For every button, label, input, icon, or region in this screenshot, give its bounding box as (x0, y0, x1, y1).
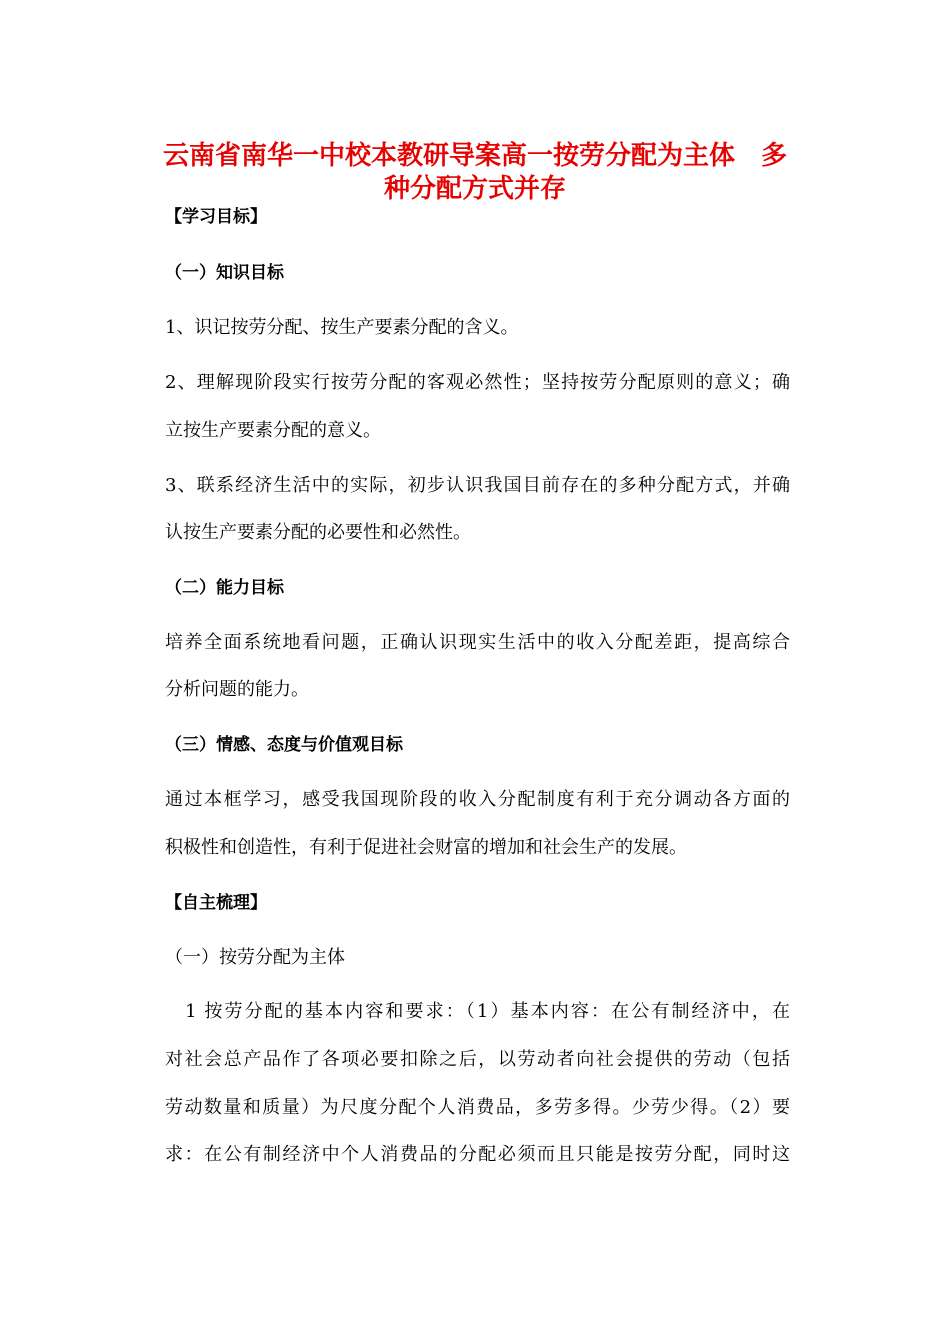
ability-goals-heading: （二）能力目标 (165, 578, 284, 598)
knowledge-item-2-line-2: 立按生产要素分配的意义。 (165, 420, 381, 441)
knowledge-item-2-line-1: 2、理解现阶段实行按劳分配的客观必然性；坚持按劳分配原则的意义；确 (165, 372, 790, 393)
emotion-text-line-1: 通过本框学习，感受我国现阶段的收入分配制度有利于充分调动各方面的 (165, 789, 790, 810)
title-line-1: 云南省南华一中校本教研导案高一按劳分配为主体 多 (162, 141, 787, 171)
document-title (150, 140, 800, 206)
knowledge-goals-heading: （一）知识目标 (165, 263, 284, 283)
title-line-2: 种分配方式并存 (383, 174, 566, 204)
ability-text-line-1: 培养全面系统地看问题，正确认识现实生活中的收入分配差距，提高综合 (165, 632, 790, 653)
knowledge-item-3-line-2: 认按生产要素分配的必要性和必然性。 (165, 522, 471, 543)
part-1-heading: （一）按劳分配为主体 (165, 947, 345, 968)
emotion-text-line-2: 积极性和创造性，有利于促进社会财富的增加和社会生产的发展。 (165, 837, 687, 858)
paragraph-1-line-4: 求：在公有制经济中个人消费品的分配必须而且只能是按劳分配，同时这 (165, 1144, 790, 1165)
ability-text-line-2: 分析问题的能力。 (165, 679, 309, 700)
knowledge-item-1: 1、识记按劳分配、按生产要素分配的含义。 (165, 317, 519, 338)
paragraph-1-line-1: 1 按劳分配的基本内容和要求：（1）基本内容：在公有制经济中，在 (165, 1001, 790, 1022)
paragraph-1-line-3: 劳动数量和质量）为尺度分配个人消费品，多劳多得。少劳少得。（2）要 (165, 1097, 790, 1118)
emotion-goals-heading: （三）情感、态度与价值观目标 (165, 735, 403, 755)
paragraph-1-line-2: 对社会总产品作了各项必要扣除之后，以劳动者向社会提供的劳动（包括 (165, 1049, 790, 1070)
self-study-heading: 【自主梳理】 (165, 893, 267, 913)
knowledge-item-3-line-1: 3、联系经济生活中的实际，初步认识我国目前存在的多种分配方式，并确 (165, 475, 790, 496)
learning-goals-heading: 【学习目标】 (165, 207, 267, 227)
